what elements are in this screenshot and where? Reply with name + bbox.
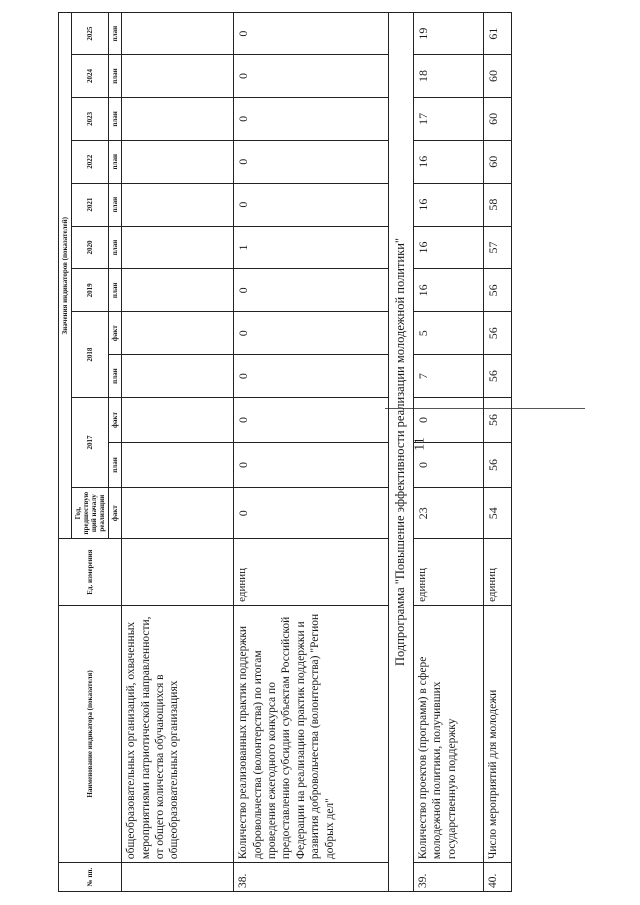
value-cell <box>122 397 234 442</box>
indicator-table-sheet <box>58 12 598 892</box>
header-year-2023: 2023 <box>72 97 109 140</box>
value-cell: 5 <box>413 312 483 355</box>
header-fact: факт <box>109 487 122 538</box>
header-year-2021: 2021 <box>72 183 109 226</box>
value-cell: 0 <box>413 397 483 442</box>
row-number <box>122 863 234 892</box>
rotated-table-wrapper <box>58 12 598 892</box>
indicator-unit <box>122 539 234 605</box>
value-cell: 0 <box>234 397 389 442</box>
value-cell: 16 <box>413 226 483 269</box>
section-title: Подпрограмма "Повышение эффективности реализации молодежной политики" <box>389 13 414 892</box>
header-no: № пп. <box>59 863 122 892</box>
value-cell: 56 <box>483 269 511 312</box>
header-year-2020: 2020 <box>72 226 109 269</box>
row-number: 40. <box>483 863 511 892</box>
header-plan: план <box>109 140 122 183</box>
indicator-name: Количество проектов (программ) в сфере молодежной политики, получивших государственную поддержку <box>413 605 483 862</box>
value-cell <box>122 442 234 487</box>
header-year-2024: 2024 <box>72 55 109 98</box>
header-year-2022: 2022 <box>72 140 109 183</box>
header-name: Наименование индикатора (показателя) <box>59 605 122 862</box>
value-cell: 17 <box>413 97 483 140</box>
value-cell: 0 <box>234 13 389 55</box>
value-cell: 16 <box>413 269 483 312</box>
value-cell: 60 <box>483 97 511 140</box>
table-row <box>413 13 483 892</box>
row-number: 39. <box>413 863 483 892</box>
header-fact: факт <box>109 397 122 442</box>
value-cell: 0 <box>234 183 389 226</box>
row-number: 38. <box>234 863 389 892</box>
value-cell <box>122 140 234 183</box>
value-cell: 58 <box>483 183 511 226</box>
value-cell: 56 <box>483 397 511 442</box>
indicator-name: Количество реализованных практик поддержки добровольчества (волонтерства) по итогам проведения ежегодного конкурса по предоставлению субсидии субъектам Российской Федерации на реализацию практик поддержки и развития добровольчества (волонтерства) "Регион добрых дел" <box>234 605 389 862</box>
table-row <box>483 13 511 892</box>
value-cell: 18 <box>413 55 483 98</box>
value-cell: 0 <box>234 269 389 312</box>
value-cell: 60 <box>483 55 511 98</box>
header-plan: план <box>109 13 122 55</box>
header-plan: план <box>109 55 122 98</box>
value-cell <box>122 269 234 312</box>
indicator-table <box>58 12 512 892</box>
value-cell: 0 <box>234 97 389 140</box>
value-cell <box>122 312 234 355</box>
indicator-unit: единиц <box>413 539 483 605</box>
value-cell: 57 <box>483 226 511 269</box>
header-plan: план <box>109 226 122 269</box>
header-fact: факт <box>109 312 122 355</box>
value-cell: 60 <box>483 140 511 183</box>
value-cell <box>122 355 234 398</box>
value-cell: 0 <box>234 355 389 398</box>
value-cell: 16 <box>413 140 483 183</box>
header-plan: план <box>109 183 122 226</box>
header-plan: план <box>109 355 122 398</box>
value-cell: 56 <box>483 442 511 487</box>
value-cell: 0 <box>234 312 389 355</box>
header-prev-year: Год, предшествую щий началу реализации <box>72 487 109 538</box>
value-cell <box>122 226 234 269</box>
value-cell: 0 <box>413 442 483 487</box>
header-plan: план <box>109 269 122 312</box>
section-row <box>389 13 414 892</box>
value-cell <box>122 487 234 538</box>
table-row <box>234 13 389 892</box>
value-cell: 0 <box>234 487 389 538</box>
header-year-2018: 2018 <box>72 312 109 398</box>
value-cell: 1 <box>234 226 389 269</box>
value-cell: 61 <box>483 13 511 55</box>
header-unit: Ед. измерения <box>59 539 122 605</box>
header-plan: план <box>109 97 122 140</box>
header-year-2017: 2017 <box>72 397 109 487</box>
page-number: 11 <box>412 437 428 451</box>
header-year-2019: 2019 <box>72 269 109 312</box>
header-year-2025: 2025 <box>72 13 109 55</box>
value-cell: 19 <box>413 13 483 55</box>
indicator-name: общеобразовательных организаций, охваченных мероприятиями патриотической направленности, от общего количества обучающихся в общеобразовательных организациях <box>122 605 234 862</box>
value-cell: 0 <box>234 442 389 487</box>
indicator-unit: единиц <box>483 539 511 605</box>
table-row <box>122 13 234 892</box>
value-cell <box>122 97 234 140</box>
indicator-unit: единиц <box>234 539 389 605</box>
value-cell: 7 <box>413 355 483 398</box>
value-cell <box>122 13 234 55</box>
value-cell: 54 <box>483 487 511 538</box>
header-values-title: Значения индикаторов (показателей) <box>59 13 72 539</box>
value-cell: 16 <box>413 183 483 226</box>
value-cell: 56 <box>483 355 511 398</box>
value-cell: 0 <box>234 55 389 98</box>
value-cell: 23 <box>413 487 483 538</box>
indicator-name: Число мероприятий для молодежи <box>483 605 511 862</box>
value-cell <box>122 55 234 98</box>
value-cell: 0 <box>234 140 389 183</box>
value-cell: 56 <box>483 312 511 355</box>
header-plan: план <box>109 442 122 487</box>
value-cell <box>122 183 234 226</box>
